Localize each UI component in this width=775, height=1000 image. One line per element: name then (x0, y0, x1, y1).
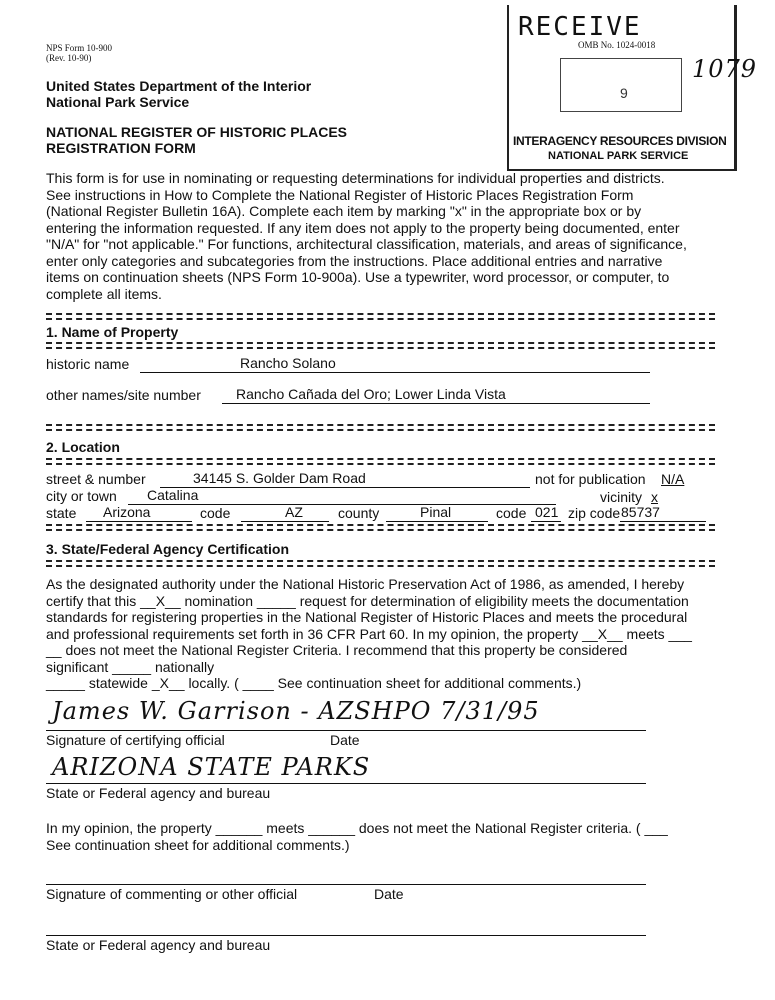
signature-label: Signature of certifying official (46, 732, 225, 748)
county-line (386, 521, 488, 522)
certification-line: As the designated authority under the National Historic Preservation Act of 1986, as amended, I hereby (46, 576, 685, 592)
state-code-line (241, 521, 329, 522)
instruction-line: complete all items. (46, 285, 162, 302)
agency-label: State or Federal agency and bureau (46, 785, 271, 801)
form-number: NPS Form 10-900 (46, 43, 113, 53)
form-title-line2: REGISTRATION FORM (46, 140, 196, 156)
stamp-division: INTERAGENCY RESOURCES DIVISION (513, 134, 727, 148)
street-value: 34145 S. Golder Dam Road (193, 470, 366, 486)
stamp-date: 9 (620, 85, 628, 101)
street-label: street & number (46, 471, 146, 487)
section2-heading: 2. Location (46, 439, 120, 455)
county-code-label: code (496, 505, 527, 521)
city-label: city or town (46, 488, 117, 504)
opinion-line2: See continuation sheet for additional comments.) (46, 837, 350, 853)
state-code-value: AZ (285, 504, 303, 520)
instruction-line: enter only categories and subcategories from the instructions. Place additional entries and narrative (46, 252, 663, 269)
instructions (46, 170, 761, 302)
agency-handwritten: ARIZONA STATE PARKS (52, 753, 371, 781)
form-revision: (Rev. 10-90) (46, 53, 92, 63)
instruction-line: This form is for use in nominating or requesting determinations for individual properties and districts. (46, 170, 665, 186)
historic-name-value: Rancho Solano (240, 355, 336, 371)
historic-name-label: historic name (46, 356, 130, 372)
section-divider (46, 342, 715, 349)
certification-line: certify that this __X__ nomination _____ request for determination of eligibility meets the documentation (46, 592, 689, 609)
signature-date-label: Date (330, 732, 360, 748)
certification-line: and professional requirements set forth in 36 CFR Part 60. In my opinion, the property __X__ meets ___ (46, 625, 692, 642)
zip-line (620, 521, 706, 522)
section-divider (46, 560, 715, 567)
certification-line: significant _____ nationally (46, 658, 215, 675)
county-label: county (338, 505, 380, 521)
zip-value: 85737 (621, 504, 660, 520)
stamp-received: RECEIVE (518, 12, 642, 42)
certification-paragraph (46, 576, 761, 692)
county-code-line (531, 521, 561, 522)
commenting-line (46, 884, 646, 885)
agency-line (46, 783, 646, 784)
other-names-line (222, 403, 650, 404)
section3-heading: 3. State/Federal Agency Certification (46, 541, 289, 557)
section-divider (46, 424, 715, 431)
state-value: Arizona (103, 504, 151, 520)
city-value: Catalina (147, 487, 199, 503)
instruction-line: items on continuation sheets (NPS Form 10-900a). Use a typewriter, word processor, or computer, to (46, 269, 670, 285)
state-code-label: code (200, 505, 231, 521)
commenting-date-label: Date (374, 886, 404, 902)
certification-line: standards for registering properties in the National Register of Historic Places and meets the procedural (46, 609, 688, 625)
zip-label: zip code (568, 505, 621, 521)
certifying-signature: James W. Garrison - AZSHPO 7/31/95 (52, 697, 540, 725)
other-names-label: other names/site number (46, 387, 201, 403)
street-line (160, 487, 530, 488)
section-divider (46, 458, 715, 465)
certification-line: __ does not meet the National Register Criteria. I recommend that this property be considered (46, 642, 628, 658)
service-name: National Park Service (46, 94, 190, 110)
not-for-publication-value: N/A (661, 471, 685, 487)
commenting-label: Signature of commenting or other official (46, 886, 298, 902)
agency2-line (46, 935, 646, 936)
instruction-line: entering the information requested. If any item does not apply to the property being documented, enter (46, 219, 680, 236)
historic-name-line (140, 372, 650, 373)
section-divider (46, 524, 715, 531)
section-divider (46, 313, 715, 320)
stamp-omb: OMB No. 1024-0018 (578, 40, 656, 50)
instruction-line: "N/A" for "not applicable." For functions, architectural classification, materials, and areas of significance, (46, 236, 687, 252)
not-for-publication-label: not for publication (535, 471, 646, 487)
county-value: Pinal (420, 504, 452, 520)
instruction-line: See instructions in How to Complete the National Register of Historic Places Registration Form (46, 186, 634, 203)
vicinity-value: x (651, 489, 658, 505)
stamp-service: NATIONAL PARK SERVICE (548, 150, 689, 162)
vicinity-label: vicinity (600, 489, 643, 505)
form-title-line1: NATIONAL REGISTER OF HISTORIC PLACES (46, 124, 348, 140)
agency2-label: State or Federal agency and bureau (46, 937, 271, 953)
state-label: state (46, 505, 77, 521)
section1-heading: 1. Name of Property (46, 324, 179, 340)
signature-line (46, 730, 646, 731)
certification-line: _____ statewide _X__ locally. ( ____ See continuation sheet for additional comments.) (46, 675, 582, 691)
county-code-value: 021 (535, 504, 559, 520)
state-line (86, 521, 192, 522)
instruction-line: (National Register Bulletin 16A). Complete each item by marking "x" in the appropriate box or by (46, 203, 642, 219)
other-names-value: Rancho Cañada del Oro; Lower Linda Vista (236, 386, 506, 402)
stamp-handwritten-number: 1079 (692, 55, 758, 83)
opinion-line1: In my opinion, the property ______ meets ______ does not meet the National Register criteria. ( ___ (46, 820, 668, 836)
department-name: United States Department of the Interior (46, 78, 312, 94)
